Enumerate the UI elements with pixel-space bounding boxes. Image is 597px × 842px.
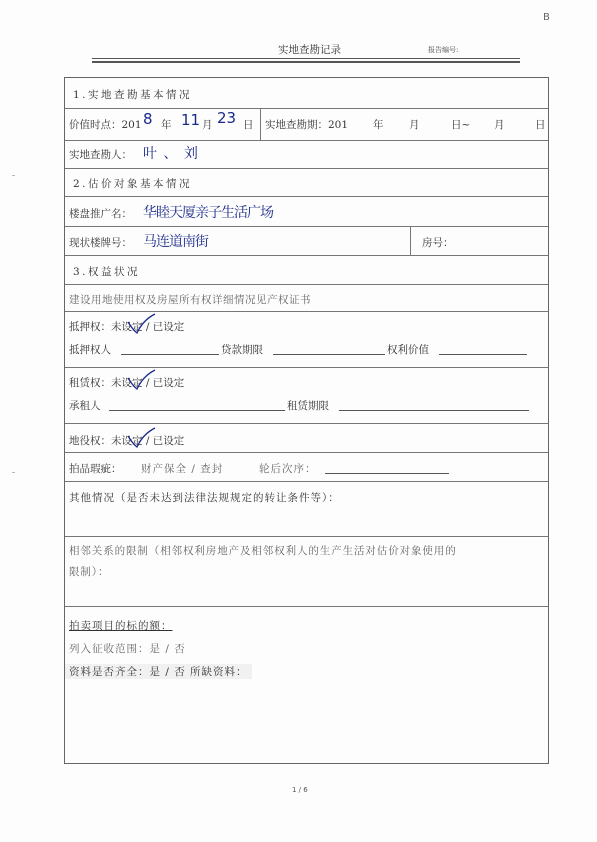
row-divider [65,226,548,227]
easement-status: 地役权：未设定 / 已设定 [69,435,185,447]
collection-scope-status: 列入征收范围：是 / 否 [69,643,186,655]
corner-mark: B [543,12,550,23]
neighbor-restriction-line-2: 限制）： [69,566,110,578]
section-3-title: 3.权益状况 [73,266,141,278]
wait-order-blank [325,473,449,474]
value-date-year-handwritten: 8 [143,110,153,128]
auction-defect-label: 拍品瑕疵： [69,463,122,475]
header-rule [92,58,520,59]
building-plate-label: 现状楼牌号： [69,237,132,249]
auction-defect-options: 财产保全 / 查封 [141,463,224,475]
value-date-day-handwritten: 23 [217,109,237,127]
period-month: 月 [409,119,420,131]
row-divider [65,452,548,453]
col-divider [260,108,261,140]
mortgagee-blank [121,354,219,355]
surveyor-label: 实地查勘人： [69,149,132,161]
auction-amount-title: 拍卖项目的标的额： [69,620,173,632]
margin-mark [12,175,15,176]
other-conditions-label: 其他情况（是否未达到法律法规规定的转让条件等）： [69,492,340,504]
checkmark-icon [125,312,157,336]
report-number-label: 报告编号: [428,46,459,54]
right-value-blank [439,354,527,355]
margin-mark [12,472,15,473]
day-label: 日 [243,119,254,131]
row-divider [65,108,548,109]
lease-right-status: 租赁权：未设定 / 已设定 [69,377,185,389]
right-value-label: 权利价值 [387,344,429,356]
month-label: 月 [202,119,213,131]
row-divider [65,168,548,169]
header-rule-thick [92,61,520,63]
certificate-note: 建设用地使用权及房屋所有权详细情况见产权证书 [69,294,311,306]
mortgagee-label: 抵押权人 [69,344,111,356]
checkmark-icon [125,368,157,392]
survey-form [64,77,549,764]
row-divider [65,284,548,285]
row-divider [65,536,548,537]
room-number-label: 房号： [422,237,454,249]
lessee-blank [109,410,285,411]
documents-complete-status: 资料是否齐全：是 / 否 所缺资料： [65,664,252,679]
value-date-label: 价值时点：201 [69,119,142,131]
period-day-tilde: 日~ [451,119,471,131]
project-name-handwritten: 华睦天厦亲子生活广场 [143,205,273,221]
period-day-2: 日 [535,119,546,131]
mortgage-right-status: 抵押权：未设定 / 已设定 [69,321,185,333]
project-name-label: 楼盘推广名： [69,208,132,220]
period-month-2: 月 [494,119,505,131]
value-date-month-handwritten: 11 [181,111,201,129]
wait-order-label: 轮后次序： [259,463,317,475]
section-2-title: 2.估价对象基本情况 [73,178,193,190]
checkmark-icon [125,426,157,450]
page-number: 1 / 6 [292,786,308,794]
surveyor-handwritten: 叶 、 刘 [143,146,199,162]
survey-period-label: 实地查勘期：201 [265,119,349,131]
neighbor-restriction-line-1: 相邻关系的限制（相邻权利房地产及相邻权利人的生产生活对估价对象使用的 [69,545,457,557]
building-plate-handwritten: 马连道南街 [143,234,208,250]
row-divider [65,606,548,607]
loan-term-blank [273,354,385,355]
period-year: 年 [373,119,384,131]
loan-term-label: 贷款期限 [221,344,263,356]
col-divider [410,226,411,255]
lease-term-blank [339,410,529,411]
lease-term-label: 租赁期限 [287,400,329,412]
row-divider [65,196,548,197]
year-label: 年 [161,119,172,131]
section-1-title: 1.实地查勘基本情况 [73,89,193,101]
page-title: 实地查勘记录 [278,44,341,56]
row-divider [65,140,548,141]
row-divider [65,423,548,424]
row-divider [65,255,548,256]
row-divider [65,481,548,482]
lessee-label: 承租人 [69,400,101,412]
